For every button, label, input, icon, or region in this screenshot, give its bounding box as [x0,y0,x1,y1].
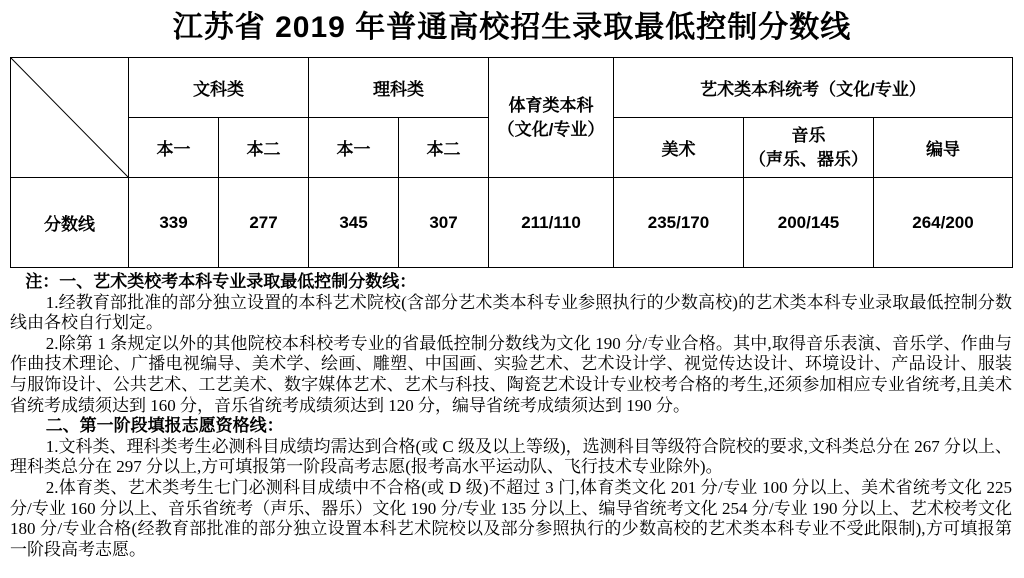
diagonal-header-cell [11,58,129,178]
score-liberal-arts-ben1: 339 [129,178,219,268]
col-group-art: 艺术类本科统考（文化/专业） [614,58,1013,118]
score-liberal-arts-ben2: 277 [219,178,309,268]
note-paragraph-2: 2.除第 1 条规定以外的其他院校本科校考专业的省最低控制分数线为文化 190 分/专业合格。其中,取得音乐表演、音乐学、作曲与作曲技术理论、广播电视编导、美术学、绘画、雕塑、中国画、实验艺术、艺术设计学、视觉传达设计、环境设计、产品设计、服装与服饰设计、公共艺术、工艺美术、数字媒体艺术、艺术与科技、陶瓷艺术设计专业校考合格的考生,还须参加相应专业省统考,且美术省统考成绩须达到 160 分，音乐省统考成绩须达到 120 分，编导省统考成绩须达到 190 分。 [10,333,1012,415]
page-title: 江苏省 2019 年普通高校招生录取最低控制分数线 [172,11,852,44]
score-science-ben1: 345 [309,178,399,268]
col-group-liberal-arts: 文科类 [129,58,309,118]
col-group-pe [489,58,614,178]
col-group-science: 理科类 [309,58,489,118]
col-science-ben2: 本二 [399,118,489,178]
row-label-score-line: 分数线 [11,178,129,268]
score-table [10,57,1013,268]
pe-header-line1: 体育类本科 [508,95,594,115]
score-fine-art: 235/170 [614,178,744,268]
score-pe: 211/110 [489,178,614,268]
score-directing: 264/200 [874,178,1013,268]
col-directing: 编导 [874,118,1013,178]
diagonal-line [11,58,128,177]
note-paragraph-1: 1.经教育部批准的部分独立设置的本科艺术院校(含部分艺术类本科专业参照执行的少数高校)的艺术类本科专业录取最低控制分数线由各校自行划定。 [10,292,1012,333]
col-liberal-arts-ben1: 本一 [129,118,219,178]
score-music: 200/145 [744,178,874,268]
col-fine-art: 美术 [614,118,744,178]
note-heading-art-exam: 注：一、艺术类校考本科专业录取最低控制分数线： [25,272,417,291]
score-science-ben2: 307 [399,178,489,268]
col-music [744,118,874,178]
music-header-line1: 音乐 [791,125,826,145]
pe-header-line2: （文化/专业） [497,119,605,139]
note-paragraph-3: 1.文科类、理科类考生必测科目成绩均需达到合格(或 C 级及以上等级)，选测科目等级符合院校的要求,文科类总分在 267 分以上、理科类总分在 297 分以上,方可填报第一阶段高考志愿(报考高水平运动队、飞行技术专业除外)。 [10,436,1012,477]
note-paragraph-4: 2.体育类、艺术类考生七门必测科目成绩中不合格(或 D 级)不超过 3 门,体育类文化 201 分/专业 100 分以上、美术省统考文化 225 分/专业 160 分以上、音乐省统考（声乐、器乐）文化 190 分/专业 135 分以上、编导省统考文化 254 分/专业 190 分以上、艺术校考文化 180 分/专业合格(经教育部批准的部分独立设置本科艺术院校以及部分参照执行的少数高校的艺术类本科专业不受此限制),方可填报第一阶段高考志愿。 [10,477,1012,559]
note-heading-first-stage: 二、第一阶段填报志愿资格线： [45,416,284,436]
notes-section [0,268,1022,560]
col-science-ben1: 本一 [309,118,399,178]
music-header-line2: （声乐、器乐） [749,149,868,169]
col-liberal-arts-ben2: 本二 [219,118,309,178]
